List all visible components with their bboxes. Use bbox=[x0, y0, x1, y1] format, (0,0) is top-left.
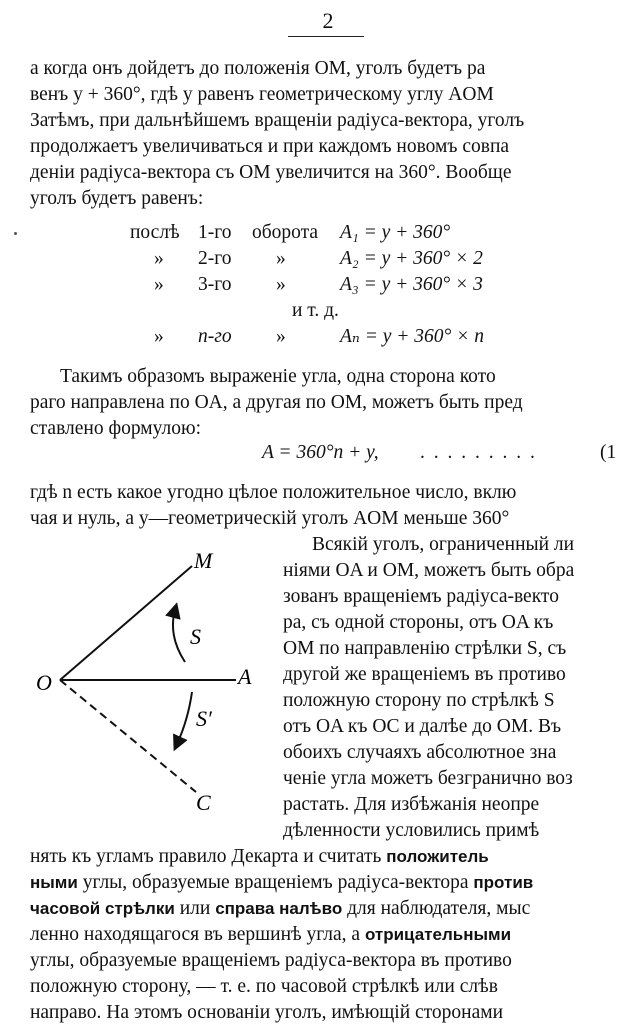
text-run: углы, образуемые вращеніемъ радіуса-вектора въ противо bbox=[30, 950, 512, 971]
text-run: положную сторону, — т. е. по часовой стрѣлкѣ или слѣв bbox=[30, 976, 498, 997]
text-line: ченіе угла можетъ безгранично воз bbox=[283, 768, 573, 789]
text-line: а когда онъ дойдетъ до положенія OM, уголъ будетъ ра bbox=[30, 58, 486, 79]
formula-prefix: » bbox=[154, 248, 164, 269]
formula-ordinal: n-го bbox=[198, 326, 232, 347]
text-line bbox=[30, 922, 511, 948]
formula-expr: A₂ = y + 360° × 2 bbox=[340, 248, 483, 269]
text-run: углы, образуемые вращеніемъ радіуса-вектора bbox=[77, 872, 474, 893]
ray-oc bbox=[60, 680, 196, 792]
text-line: Такимъ образомъ выраженіе угла, одна сторона кото bbox=[60, 366, 496, 387]
formula-etc: и т. д. bbox=[292, 300, 339, 321]
arrow-s bbox=[173, 610, 185, 662]
text-line: обоихъ случаяхъ абсолютное зна bbox=[283, 742, 557, 763]
label-s: S bbox=[190, 624, 201, 649]
main-formula: A = 360°n + y, bbox=[262, 442, 379, 463]
formula-prefix: послѣ bbox=[130, 222, 180, 243]
text-run: направо. На этомъ основаніи уголъ, имѣющій сторонами bbox=[30, 1002, 504, 1023]
label-c: C bbox=[196, 790, 211, 815]
text-line bbox=[30, 974, 498, 1000]
formula-number: (1 bbox=[600, 442, 617, 463]
page-number: 2 bbox=[322, 8, 334, 33]
formula-ordinal: 3-го bbox=[198, 274, 232, 295]
formula-ordinal: 1-го bbox=[198, 222, 232, 243]
text-run: или bbox=[174, 898, 216, 919]
text-line bbox=[30, 870, 533, 896]
text-line: ра, съ одной стороны, отъ OA къ bbox=[283, 612, 554, 633]
text-line: деніи радіуса-вектора съ OM увеличится на 360°. Вообще bbox=[30, 162, 512, 183]
label-s-prime: S′ bbox=[196, 706, 212, 731]
formula-expr: A₃ = y + 360° × 3 bbox=[340, 274, 483, 295]
text-run: для наблюдателя, мыс bbox=[342, 898, 531, 919]
header-rule bbox=[288, 36, 364, 37]
bold-term: положитель bbox=[386, 847, 489, 866]
text-line: ніями OA и OM, можетъ быть обра bbox=[283, 560, 575, 581]
bold-term: отрицательными bbox=[364, 925, 512, 944]
formula-word: » bbox=[276, 274, 286, 295]
formula-word: » bbox=[276, 248, 286, 269]
label-o: O bbox=[36, 670, 52, 695]
text-line: раго направлена по OA, а другая по OM, можетъ быть пред bbox=[30, 392, 523, 413]
bold-term: ными bbox=[30, 873, 78, 892]
formula-word: » bbox=[276, 326, 286, 347]
text-line bbox=[30, 844, 489, 870]
text-line: Затѣмъ, при дальнѣйшемъ вращеніи радіуса-вектора, уголъ bbox=[30, 110, 525, 131]
text-line: гдѣ n есть какое угодно цѣлое положительное число, вклю bbox=[30, 482, 517, 503]
speck bbox=[14, 232, 17, 235]
text-line: отъ OA къ OC и далѣе до OM. Въ bbox=[283, 716, 562, 737]
text-line: растать. Для избѣжанія неопре bbox=[283, 794, 540, 815]
text-line: уголъ будетъ равенъ: bbox=[30, 188, 204, 209]
formula-prefix: » bbox=[154, 326, 164, 347]
text-line: зованъ вращеніемъ радіуса-векто bbox=[283, 586, 559, 607]
text-line: другой же вращеніемъ въ противо bbox=[283, 664, 566, 685]
text-run: нять къ угламъ правило Декарта и считать bbox=[30, 846, 387, 867]
text-line: Всякій уголъ, ограниченный ли bbox=[312, 534, 575, 555]
text-line: продолжаетъ увеличиваться и при каждомъ новомъ совпа bbox=[30, 136, 510, 157]
formula-word: оборота bbox=[252, 222, 319, 243]
formula-leader-dots: . . . . . . . . . bbox=[420, 442, 537, 463]
formula-expr: A₁ = y + 360° bbox=[340, 222, 451, 243]
formula-expr: Aₙ = y + 360° × n bbox=[340, 326, 484, 347]
text-run: ленно находящагося въ вершинѣ угла, а bbox=[30, 924, 365, 945]
text-line: дѣленности условились примѣ bbox=[283, 820, 540, 841]
text-line bbox=[30, 896, 530, 922]
label-a: A bbox=[238, 664, 252, 689]
text-line bbox=[30, 948, 512, 974]
text-line: OM по направленію стрѣлки S, съ bbox=[283, 638, 567, 659]
text-line: ставлено формулою: bbox=[30, 418, 202, 439]
text-line: чая и нуль, а y—геометрическій уголъ AOM меньше 360° bbox=[30, 508, 510, 529]
bold-term: против bbox=[473, 873, 534, 892]
formula-prefix: » bbox=[154, 274, 164, 295]
text-line bbox=[30, 1000, 503, 1026]
bold-term: часовой стрѣлки bbox=[30, 899, 175, 918]
formula-ordinal: 2-го bbox=[198, 248, 232, 269]
text-line: венъ y + 360°, гдѣ y равенъ геометрическому углу AOM bbox=[30, 84, 494, 105]
bold-term: справа налѣво bbox=[215, 899, 343, 918]
text-line: положную сторону по стрѣлкѣ S bbox=[283, 690, 555, 711]
arrow-s-prime bbox=[177, 692, 192, 744]
angle-diagram bbox=[30, 540, 280, 840]
label-m: M bbox=[194, 548, 213, 573]
